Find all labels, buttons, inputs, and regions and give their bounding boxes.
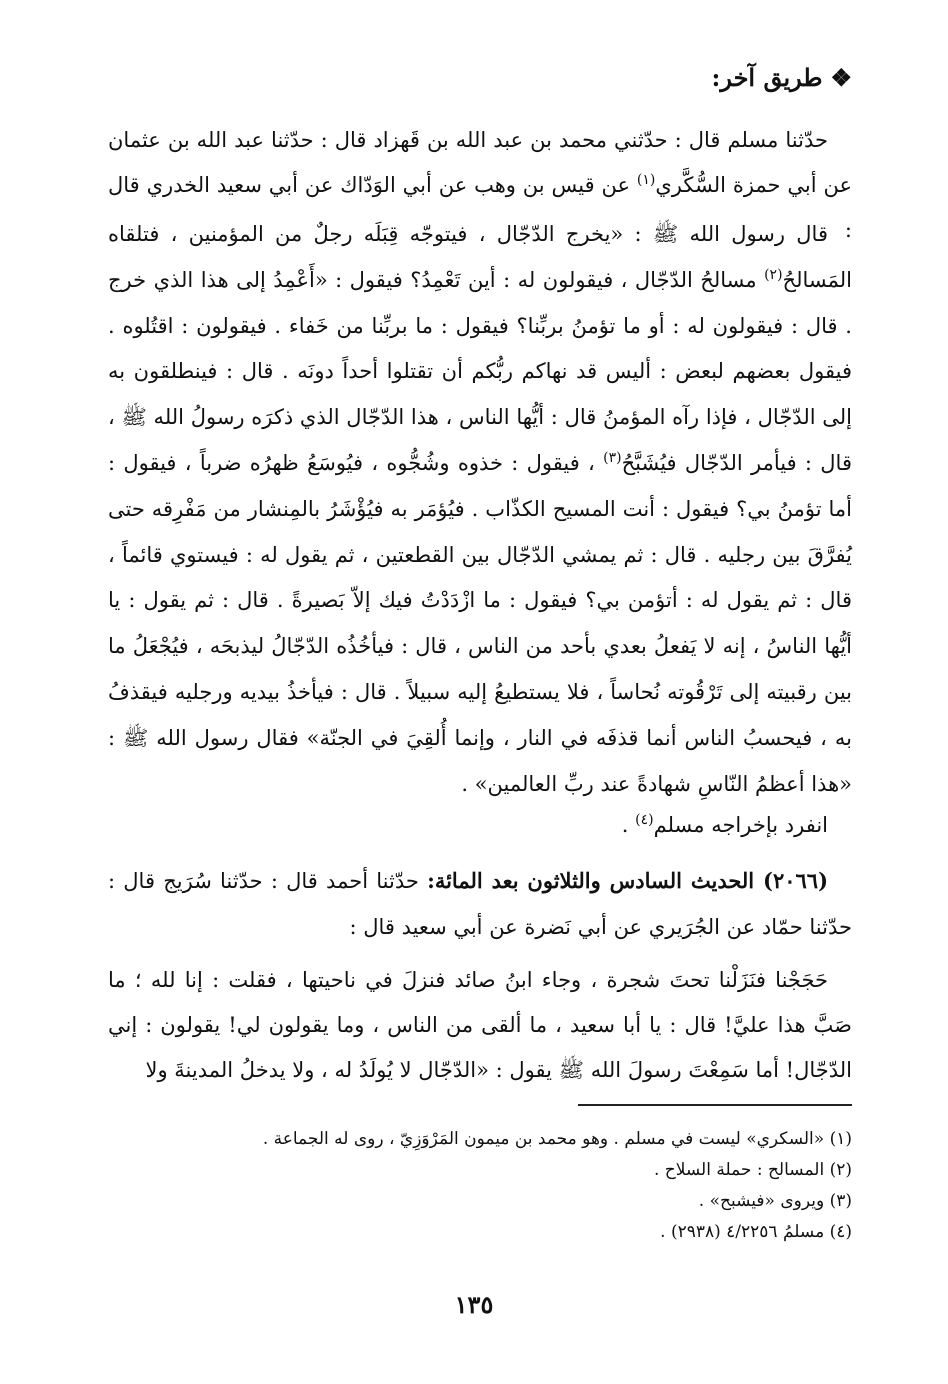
diamond-bullet-icon: ❖ bbox=[830, 63, 852, 92]
hadith-2-text: حَجَجْنا فنَزَلْنا تحتَ شجرة ، وجاء ابنُ صائد فنزلَ في ناحيتها ، فقلت : إنا لله ؛ ما صَبَّ هذا عليَّ! قال : يا أبا سعيد ، ما ألقى من الناس ، وما يقولون لي! يقولون : إني الدّجّال! أما سَمِعْتَ رسولَ الله ﷺ يقول : «الدّجّال لا يُولَدُ له ، ولا يدخلُ المدينةَ ولا bbox=[108, 968, 852, 1082]
footnote-ref-1: (١) bbox=[636, 172, 656, 188]
page-number: ١٣٥ bbox=[454, 1290, 494, 1319]
footnote-1: (١) «السكري» ليست في مسلم . وهو محمد بن ميمون المَرْوَزِيّ ، روى له الجماعة . bbox=[262, 1129, 852, 1149]
section-heading bbox=[711, 60, 852, 96]
isnad-1-text-end: عن قيس بن وهب عن أبي الوَدّاك عن أبي سعيد الخدري قال : bbox=[108, 173, 852, 242]
footnotes bbox=[120, 1124, 852, 1248]
footnote-divider bbox=[578, 1104, 852, 1106]
hadith-number-title: (٢٠٦٦) الحديث السادس والثلاثون بعد المائة: bbox=[427, 868, 828, 893]
isnad-2-text: حدّثنا أحمد قال : حدّثنا سُرَيج قال : حدّثنا حمّاد عن الجُرَيري عن أبي نَضرة عن أبي سعيد قال : bbox=[108, 869, 852, 939]
footnote-2: (٢) المسالح : حملة السلاح . bbox=[653, 1160, 852, 1180]
section-heading-text: طريق آخر: bbox=[711, 63, 823, 92]
hadith-1-part-1: قال رسول الله ﷺ : «يخرج الدّجّال ، فيتوجّه قِبَلَه رجلٌ من المؤمنين ، فتلقاه المَسالحُ bbox=[108, 222, 852, 292]
attribution-line bbox=[108, 803, 852, 847]
attribution-text: انفرد بإخراجه مسلم bbox=[653, 813, 828, 837]
footnote-ref-2: (٢) bbox=[764, 266, 783, 283]
hadith-paragraph-1 bbox=[108, 212, 852, 807]
footnote-ref-4: (٤) bbox=[635, 812, 654, 828]
footnote-4: (٤) مسلمُ ٤/٢٢٥٦ (٢٩٣٨) . bbox=[660, 1222, 852, 1242]
hadith-paragraph-2 bbox=[108, 958, 852, 1093]
hadith-header-paragraph bbox=[108, 858, 852, 950]
footnote-ref-3: (٣) bbox=[603, 449, 622, 466]
hadith-1-part-2: مسالحُ الدّجّال ، فيقولون له : أين تَعْمِدُ؟ فيقول : «أَعْمِدُ إلى هذا الذي خرج . قال : فيقولون له : أو ما تؤمنُ بربِّنا؟ فيقول : ما بربِّنا من خَفاء . فيقولون : اقتُلوه . فيقول بعضهم لبعض : أليس قد نهاكم ربُّكم أن تقتلوا أحداً دونَه . قال : فينطلقون به إلى الدّجّال ، فإذا رآه المؤمنُ قال : أيُّها الناس ، هذا الدّجّال الذي ذكرَه رسولُ الله ﷺ ، قال : فيأمر الدّجّال فيُشَبَّحُ bbox=[108, 267, 852, 475]
footnote-3: (٣) ويروى «فيشبح» . bbox=[698, 1191, 852, 1211]
hadith-1-part-3: ، فيقول : خذوه وشُجُّوه ، فيُوسَعُ ظهرُه ضرباً ، فيقول : أما تؤمنُ بي؟ فيقول : أنت المسيح الكذّاب . فيُؤمَر به فيُؤْشَرُ بالمِنشار من مَفْرِقه حتى يُفرَّقَ بين رجليه . قال : ثم يمشي الدّجّال بين القطعتين ، ثم يقول له : فيستوي قائماً ، قال : ثم يقول له : أتؤمن بي؟ فيقول : ما ازْدَدْتُ فيك إلاّ بَصيرةً . قال : ثم يقول : يا أيُّها الناسُ ، إنه لا يَفعلُ بعدي بأحد من الناس ، قال : فيأخُذُه الدّجّالُ ليذبحَه ، فيُجْعَلُ ما بين رقبيته إلى تَرْقُوته نُحاساً ، فلا يستطيعُ إليه سبيلاً . قال : فيأخذُ بيديه ورجليه فيقذفُ به ، فيحسبُ الناس أنما قذفَه في النار ، وإنما أُلقِيَ في الجنّة» فقال رسول الله ﷺ : «هذا أعظمُ النّاسِ شهادةً عند ربِّ العالمين» . bbox=[108, 450, 852, 796]
attribution-tail: . bbox=[621, 813, 636, 837]
isnad-1-text: حدّثنا مسلم قال : حدّثني محمد بن عبد الله بن قَهزاد قال : حدّثنا عبد الله بن عثمان عن أبي حمزة السُّكَّري bbox=[108, 128, 852, 197]
